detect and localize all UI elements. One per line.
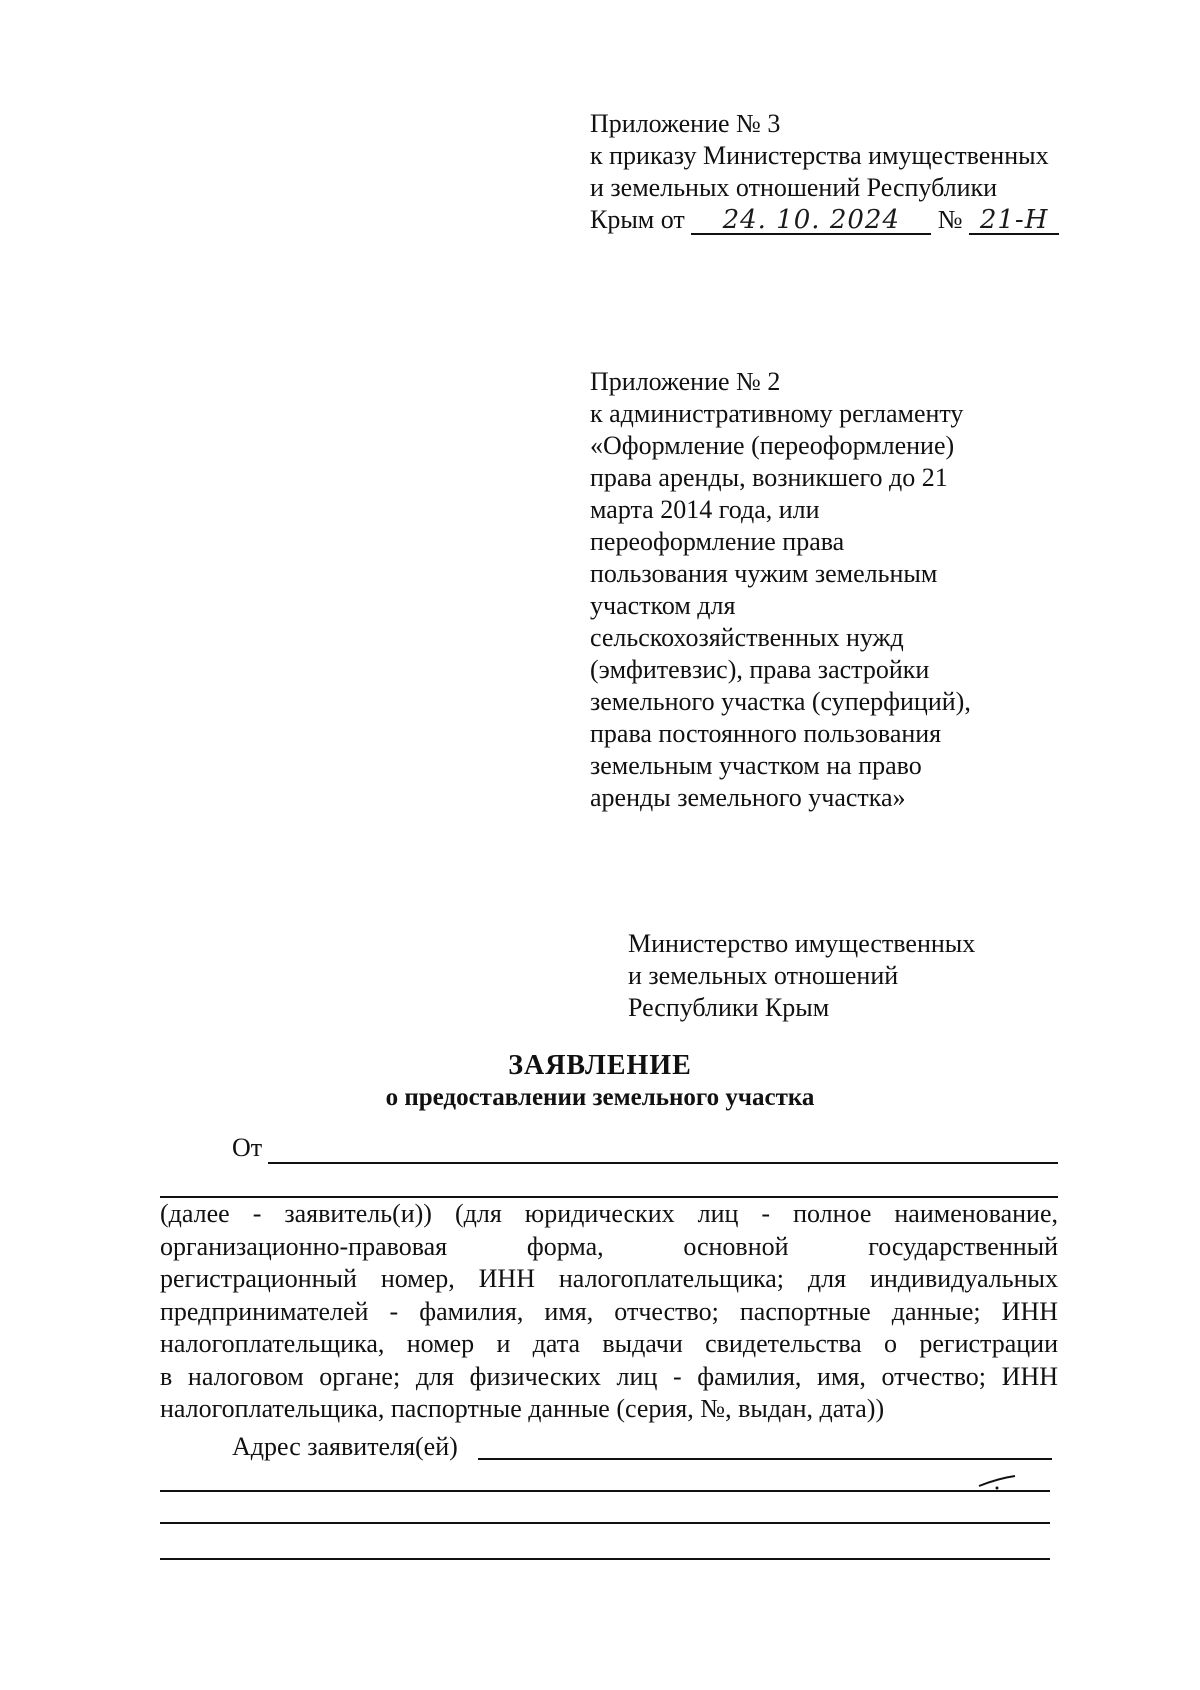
appendix-3-date-line xyxy=(590,204,1059,236)
appendix-2-line: марта 2014 года, или xyxy=(590,495,820,524)
applicant-note xyxy=(160,1198,1058,1426)
document-subtitle: о предоставлении земельного участка xyxy=(385,1084,815,1111)
appendix-2-line: (эмфитевзис), права застройки xyxy=(590,655,930,684)
addressee xyxy=(628,928,975,1024)
addressee-line: Министерство имущественных xyxy=(628,929,976,958)
applicant-note-line: предпринимателей - фамилия, имя, отчество; паспортные данные; ИНН xyxy=(160,1296,1058,1326)
appendix-2-line: земельным участком на право xyxy=(590,751,922,780)
date-prefix: Крым от xyxy=(590,205,685,234)
appendix-2-line: участком для xyxy=(590,591,736,620)
applicant-note-line: регистрационный номер, ИНН налогоплательщика; для индивидуальных xyxy=(160,1264,1058,1293)
address-field-line[interactable] xyxy=(478,1458,1052,1460)
order-date-handwritten: 24. 10. 2024 xyxy=(691,207,931,235)
address-field-line-3[interactable] xyxy=(160,1522,1050,1524)
applicant-note-line: организационно-правовая форма, основной государственный xyxy=(160,1231,1058,1261)
address-field-line-4[interactable] xyxy=(160,1558,1050,1560)
appendix-2-header xyxy=(590,366,971,814)
appendix-3-line: Приложение № 3 xyxy=(590,109,781,138)
appendix-2-line: земельного участка (суперфиций), xyxy=(590,687,971,716)
appendix-2-line: переоформление права xyxy=(590,527,845,556)
appendix-2-line: права постоянного пользования xyxy=(590,719,942,748)
appendix-2-line: «Оформление (переоформление) xyxy=(590,431,955,460)
appendix-2-line: аренды земельного участка» xyxy=(590,783,906,812)
from-field-line[interactable] xyxy=(268,1162,1058,1164)
pen-mark-icon xyxy=(975,1472,1025,1492)
from-label: От xyxy=(232,1133,263,1162)
document-title: ЗАЯВЛЕНИЕ xyxy=(508,1050,692,1081)
applicant-note-line: в налоговом органе; для физических лиц - фамилия, имя, отчество; ИНН xyxy=(160,1361,1058,1391)
appendix-2-line: Приложение № 2 xyxy=(590,367,781,396)
applicant-note-line: налогоплательщика, паспортные данные (серия, №, выдан, дата)) xyxy=(160,1394,885,1423)
appendix-3-line: и земельных отношений Республики xyxy=(590,173,998,202)
appendix-2-line: к административному регламенту xyxy=(590,399,964,428)
applicant-note-line: налогоплательщика, номер и дата выдачи свидетельства о регистрации xyxy=(160,1329,1058,1358)
appendix-3-line: к приказу Министерства имущественных xyxy=(590,141,1049,170)
addressee-line: и земельных отношений xyxy=(628,961,899,990)
applicant-note-line: (далее - заявитель(и)) (для юридических лиц - полное наименование, xyxy=(160,1199,1058,1228)
address-field-line-2[interactable] xyxy=(160,1490,1050,1492)
appendix-2-line: права аренды, возникшего до 21 xyxy=(590,463,948,492)
order-number-handwritten: 21-Н xyxy=(969,207,1059,235)
appendix-2-line: сельскохозяйственных нужд xyxy=(590,623,904,652)
address-label: Адрес заявителя(ей) xyxy=(232,1432,458,1461)
number-prefix: № xyxy=(937,205,963,234)
appendix-2-line: пользования чужим земельным xyxy=(590,559,938,588)
appendix-3-header xyxy=(590,108,1059,236)
addressee-line: Республики Крым xyxy=(628,993,830,1022)
